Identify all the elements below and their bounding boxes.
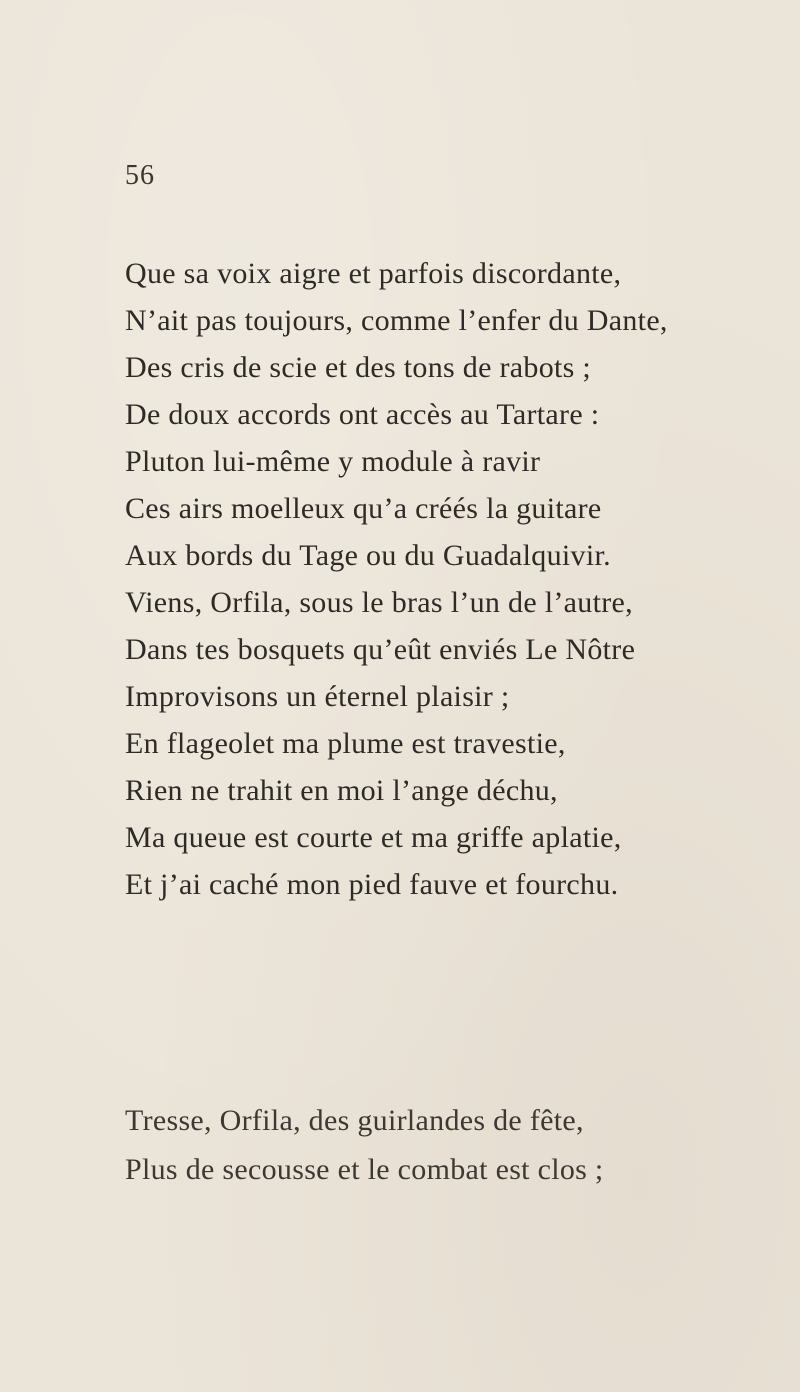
poem-line: Aux bords du Tage ou du Guadalquivir. xyxy=(125,539,611,572)
poem-line: En flageolet ma plume est travestie, xyxy=(125,727,566,760)
poem-line: Et j’ai caché mon pied fauve et fourchu. xyxy=(125,868,619,901)
poem-stanza-2 xyxy=(125,1096,604,1194)
poem-line: Viens, Orfila, sous le bras l’un de l’autre, xyxy=(125,586,633,619)
poem-line: Ma queue est courte et ma griffe aplatie, xyxy=(125,821,622,854)
poem-line: Tresse, Orfila, des guirlandes de fête, xyxy=(125,1104,584,1137)
poem-line: Des cris de scie et des tons de rabots ; xyxy=(125,351,592,384)
poem-line: Plus de secousse et le combat est clos ; xyxy=(125,1153,604,1186)
poem-line: Improvisons un éternel plaisir ; xyxy=(125,680,510,713)
poem-line: De doux accords ont accès au Tartare : xyxy=(125,398,600,431)
page-number: 56 xyxy=(125,160,155,191)
poem-line: N’ait pas toujours, comme l’enfer du Dante, xyxy=(125,304,668,337)
poem-line: Dans tes bosquets qu’eût enviés Le Nôtre xyxy=(125,633,636,666)
poem-line: Pluton lui-même y module à ravir xyxy=(125,445,541,478)
poem-line: Ces airs moelleux qu’a créés la guitare xyxy=(125,492,602,525)
poem-line: Rien ne trahit en moi l’ange déchu, xyxy=(125,774,558,807)
poem-stanza-1 xyxy=(125,250,668,908)
poem-line: Que sa voix aigre et parfois discordante, xyxy=(125,257,622,290)
